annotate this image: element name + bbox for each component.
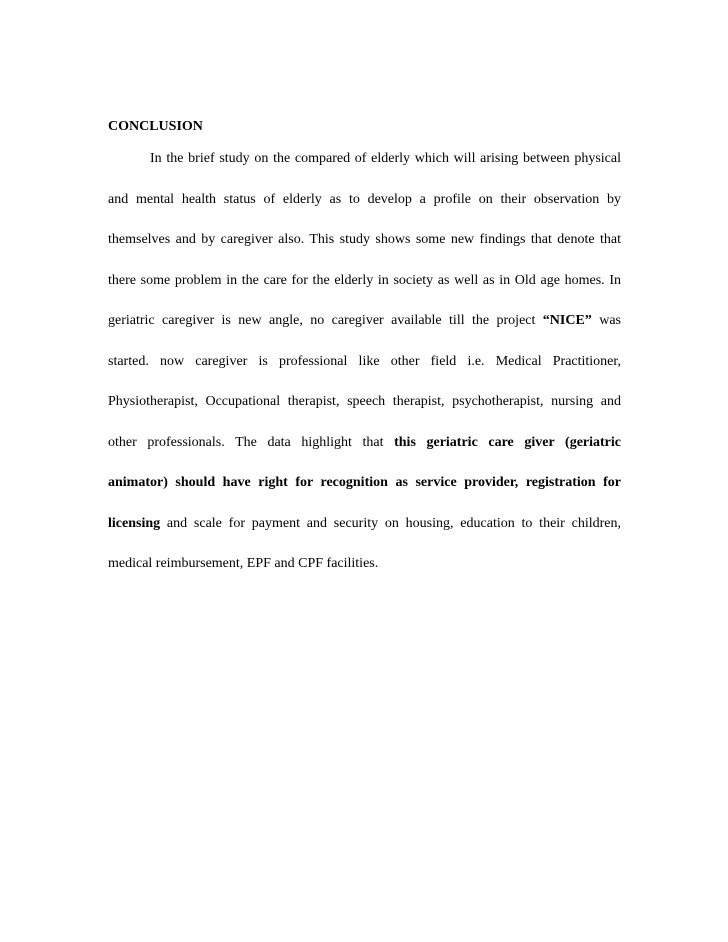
body-text: geriatric caregiver is new angle, no caregiver available till the project [108,313,543,328]
paragraph-line [108,150,621,168]
body-text: medical reimbursement, EPF and CPF facilities. [108,556,379,571]
body-text: started. now caregiver is professional like other field i.e. Medical Practitioner, [108,353,621,369]
body-text: and mental health status of elderly as to develop a profile on their observation by [108,191,621,207]
paragraph-line [108,231,621,249]
paragraph-line [108,353,621,371]
paragraph-line [108,515,621,533]
body-text: was [591,313,621,328]
body-text: there some problem in the care for the elderly in society as well as in Old age homes. In [108,272,621,288]
bold-text: animator) should have right for recognition as service provider, registration for [108,475,621,490]
section-heading: CONCLUSION [108,119,203,134]
paragraph-line [108,191,621,209]
bold-text: “NICE” [542,313,592,328]
body-text: Physiotherapist, Occupational therapist, speech therapist, psychotherapist, nursing and [108,394,621,409]
conclusion-paragraph [108,150,621,596]
paragraph-line [108,474,621,492]
paragraph-line [108,555,621,573]
paragraph-line [108,312,621,330]
body-text: other professionals. The data highlight that [108,434,395,450]
paragraph-line [108,393,621,411]
paragraph-line [108,434,621,452]
bold-text: this geriatric care giver (geriatric [394,434,621,450]
body-text: and scale for payment and security on housing, education to their children, [160,515,621,531]
paragraph-line [108,272,621,290]
body-text: themselves and by caregiver also. This study shows some new findings that denote that [108,232,621,247]
bold-text: licensing [108,515,161,531]
body-text: In the brief study on the compared of elderly which will arising between physical [150,151,621,166]
